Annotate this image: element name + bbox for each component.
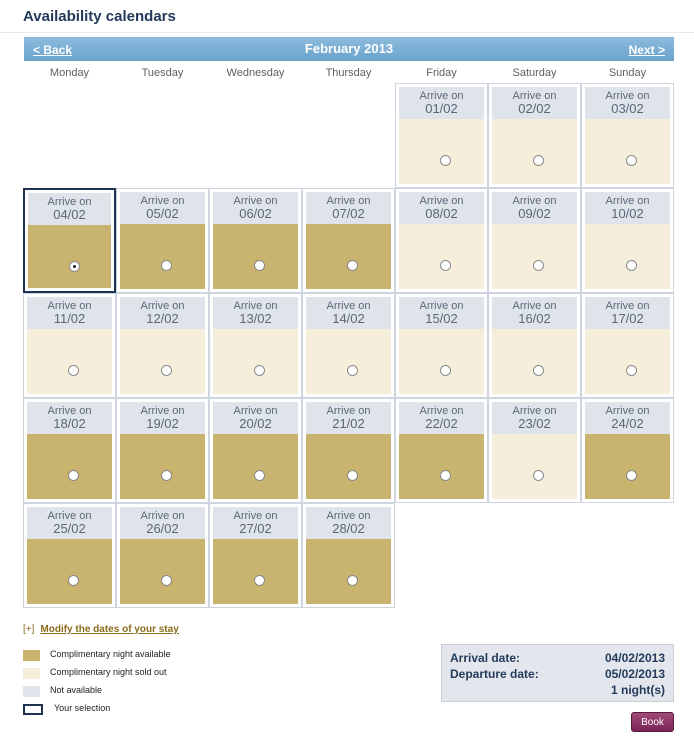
- day-header: [585, 87, 670, 119]
- day-date: 05/02: [146, 206, 179, 221]
- day-availability: [399, 119, 484, 184]
- calendar-day[interactable]: [23, 398, 116, 503]
- calendar-day[interactable]: [116, 398, 209, 503]
- day-date: 01/02: [425, 101, 458, 116]
- weekday-wednesday: Wednesday: [226, 67, 285, 79]
- day-date: 03/02: [611, 101, 644, 116]
- calendar-day[interactable]: [302, 188, 395, 293]
- weekday-row: [23, 67, 674, 83]
- day-radio[interactable]: [533, 365, 544, 376]
- day-radio[interactable]: [69, 261, 80, 272]
- day-availability: [399, 434, 484, 499]
- departure-label: Departure date:: [450, 667, 539, 681]
- day-availability: [28, 225, 111, 288]
- day-header: [213, 192, 298, 224]
- weekday-friday: Friday: [426, 67, 457, 79]
- day-availability: [399, 224, 484, 289]
- arrive-label: Arrive on: [419, 90, 464, 102]
- day-availability: [306, 434, 391, 499]
- day-availability: [399, 329, 484, 394]
- modify-dates: [23, 624, 179, 635]
- arrive-label: Arrive on: [47, 196, 92, 208]
- day-date: 16/02: [518, 311, 551, 326]
- day-date: 02/02: [518, 101, 551, 116]
- calendar-day[interactable]: [581, 293, 674, 398]
- day-availability: [306, 539, 391, 604]
- day-availability: [492, 119, 577, 184]
- arrive-label: Arrive on: [605, 195, 650, 207]
- legend-swatch-not-available: [23, 686, 40, 697]
- day-date: 21/02: [332, 416, 365, 431]
- calendar-day[interactable]: [23, 503, 116, 608]
- day-availability: [492, 434, 577, 499]
- arrive-label: Arrive on: [47, 510, 92, 522]
- modify-dates-link[interactable]: Modify the dates of your stay: [40, 624, 179, 635]
- day-date: 04/02: [53, 207, 86, 222]
- calendar-day[interactable]: [581, 83, 674, 188]
- day-availability: [585, 434, 670, 499]
- day-date: 27/02: [239, 521, 272, 536]
- day-radio[interactable]: [254, 575, 265, 586]
- arrive-label: Arrive on: [233, 510, 278, 522]
- calendar-day[interactable]: [116, 293, 209, 398]
- day-date: 09/02: [518, 206, 551, 221]
- arrive-label: Arrive on: [233, 300, 278, 312]
- day-header: [492, 297, 577, 329]
- day-header: [27, 297, 112, 329]
- day-date: 13/02: [239, 311, 272, 326]
- weekday-tuesday: Tuesday: [141, 67, 184, 79]
- day-date: 11/02: [53, 311, 86, 326]
- arrive-label: Arrive on: [605, 90, 650, 102]
- day-availability: [27, 329, 112, 394]
- day-header: [399, 87, 484, 119]
- day-radio[interactable]: [626, 260, 637, 271]
- weekday-monday: Monday: [49, 67, 90, 79]
- arrival-value: 04/02/2013: [604, 651, 665, 665]
- day-date: 10/02: [611, 206, 644, 221]
- nights-count: 1 night(s): [611, 683, 665, 697]
- day-availability: [585, 224, 670, 289]
- day-header: [306, 402, 391, 434]
- day-radio[interactable]: [68, 470, 79, 481]
- day-header: [27, 402, 112, 434]
- expand-icon[interactable]: [+]: [23, 624, 35, 635]
- day-availability: [27, 539, 112, 604]
- calendar-day[interactable]: [209, 293, 302, 398]
- day-header: [120, 297, 205, 329]
- day-header: [213, 402, 298, 434]
- arrive-label: Arrive on: [419, 300, 464, 312]
- calendar-day[interactable]: [395, 188, 488, 293]
- calendar-day[interactable]: [581, 398, 674, 503]
- day-radio[interactable]: [68, 575, 79, 586]
- stay-summary: [441, 644, 674, 702]
- arrive-label: Arrive on: [419, 195, 464, 207]
- calendar-day[interactable]: [395, 398, 488, 503]
- day-availability: [120, 434, 205, 499]
- day-availability: [306, 329, 391, 394]
- day-date: 23/02: [518, 416, 551, 431]
- day-radio[interactable]: [161, 470, 172, 481]
- day-radio[interactable]: [161, 575, 172, 586]
- legend-label: Your selection: [54, 703, 111, 713]
- month-title: February 2013: [304, 41, 394, 56]
- day-availability: [213, 224, 298, 289]
- day-date: 08/02: [425, 206, 458, 221]
- calendar-header: [24, 37, 674, 61]
- arrive-label: Arrive on: [512, 90, 557, 102]
- day-availability: [27, 434, 112, 499]
- day-date: 24/02: [611, 416, 644, 431]
- book-button[interactable]: Book: [631, 712, 674, 732]
- arrive-label: Arrive on: [140, 195, 185, 207]
- arrive-label: Arrive on: [512, 195, 557, 207]
- day-availability: [213, 539, 298, 604]
- arrive-label: Arrive on: [233, 195, 278, 207]
- day-radio[interactable]: [626, 365, 637, 376]
- day-date: 26/02: [146, 521, 179, 536]
- calendar-day[interactable]: [209, 398, 302, 503]
- day-radio[interactable]: [254, 260, 265, 271]
- day-header: [492, 402, 577, 434]
- day-availability: [120, 329, 205, 394]
- calendar-day[interactable]: [488, 188, 581, 293]
- day-header: [399, 402, 484, 434]
- legend-swatch-sold-out: [23, 668, 40, 679]
- day-radio[interactable]: [347, 470, 358, 481]
- day-date: 06/02: [239, 206, 272, 221]
- arrive-label: Arrive on: [326, 405, 371, 417]
- calendar-day[interactable]: [395, 83, 488, 188]
- day-header: [492, 87, 577, 119]
- arrival-label: Arrival date:: [450, 651, 521, 665]
- calendar-day[interactable]: [302, 293, 395, 398]
- day-header: [306, 192, 391, 224]
- day-header: [213, 507, 298, 539]
- day-availability: [492, 224, 577, 289]
- day-availability: [213, 329, 298, 394]
- arrive-label: Arrive on: [326, 195, 371, 207]
- day-header: [399, 297, 484, 329]
- arrive-label: Arrive on: [140, 300, 185, 312]
- arrive-label: Arrive on: [140, 510, 185, 522]
- calendar-day[interactable]: [302, 503, 395, 608]
- day-radio[interactable]: [254, 365, 265, 376]
- arrive-label: Arrive on: [512, 405, 557, 417]
- legend-swatch-available: [23, 650, 40, 661]
- legend-swatch-selection: [23, 704, 43, 715]
- day-availability: [585, 329, 670, 394]
- day-radio[interactable]: [440, 155, 451, 166]
- day-radio[interactable]: [440, 365, 451, 376]
- day-header: [120, 507, 205, 539]
- day-header: [585, 192, 670, 224]
- weekday-sunday: Sunday: [608, 67, 647, 79]
- day-header: [28, 193, 111, 225]
- day-availability: [306, 224, 391, 289]
- next-link[interactable]: Next >: [628, 43, 665, 57]
- arrive-label: Arrive on: [419, 405, 464, 417]
- page-title: Availability calendars: [23, 8, 176, 25]
- day-radio[interactable]: [347, 365, 358, 376]
- arrive-label: Arrive on: [47, 300, 92, 312]
- day-radio[interactable]: [161, 260, 172, 271]
- day-header: [213, 297, 298, 329]
- day-availability: [120, 539, 205, 604]
- day-date: 07/02: [332, 206, 365, 221]
- day-date: 12/02: [146, 311, 179, 326]
- calendar-day[interactable]: [302, 398, 395, 503]
- arrive-label: Arrive on: [512, 300, 557, 312]
- arrive-label: Arrive on: [233, 405, 278, 417]
- day-radio[interactable]: [161, 365, 172, 376]
- calendar-day[interactable]: [581, 188, 674, 293]
- day-radio[interactable]: [440, 260, 451, 271]
- day-header: [399, 192, 484, 224]
- calendar-day[interactable]: [209, 503, 302, 608]
- day-radio[interactable]: [347, 575, 358, 586]
- calendar-day[interactable]: [395, 293, 488, 398]
- day-radio[interactable]: [347, 260, 358, 271]
- calendar-day[interactable]: [116, 188, 209, 293]
- calendar-day[interactable]: [23, 293, 116, 398]
- day-header: [120, 192, 205, 224]
- day-radio[interactable]: [533, 155, 544, 166]
- day-availability: [120, 224, 205, 289]
- day-date: 14/02: [332, 311, 365, 326]
- arrive-label: Arrive on: [140, 405, 185, 417]
- day-date: 25/02: [53, 521, 86, 536]
- legend-label: Not available: [50, 685, 103, 695]
- day-radio[interactable]: [626, 470, 637, 481]
- arrive-label: Arrive on: [605, 300, 650, 312]
- day-header: [492, 192, 577, 224]
- day-availability: [492, 329, 577, 394]
- calendar-day[interactable]: [23, 188, 116, 293]
- calendar-day[interactable]: [488, 293, 581, 398]
- weekday-thursday: Thursday: [325, 67, 372, 79]
- day-radio[interactable]: [533, 470, 544, 481]
- day-header: [585, 402, 670, 434]
- day-date: 19/02: [146, 416, 179, 431]
- divider: [0, 32, 694, 33]
- day-date: 15/02: [425, 311, 458, 326]
- day-header: [306, 297, 391, 329]
- arrive-label: Arrive on: [605, 405, 650, 417]
- day-radio[interactable]: [254, 470, 265, 481]
- calendar-day[interactable]: [209, 188, 302, 293]
- weekday-saturday: Saturday: [512, 67, 557, 79]
- day-date: 22/02: [425, 416, 458, 431]
- day-header: [306, 507, 391, 539]
- calendar-day[interactable]: [488, 398, 581, 503]
- arrive-label: Arrive on: [326, 300, 371, 312]
- day-date: 17/02: [611, 311, 644, 326]
- day-radio[interactable]: [533, 260, 544, 271]
- day-header: [120, 402, 205, 434]
- arrive-label: Arrive on: [326, 510, 371, 522]
- day-date: 28/02: [332, 521, 365, 536]
- day-header: [585, 297, 670, 329]
- day-radio[interactable]: [440, 470, 451, 481]
- day-header: [27, 507, 112, 539]
- day-availability: [213, 434, 298, 499]
- calendar-day[interactable]: [488, 83, 581, 188]
- day-radio[interactable]: [68, 365, 79, 376]
- legend-label: Complimentary night sold out: [50, 667, 167, 677]
- back-link[interactable]: < Back: [33, 43, 73, 57]
- day-date: 20/02: [239, 416, 272, 431]
- arrive-label: Arrive on: [47, 405, 92, 417]
- departure-value: 05/02/2013: [604, 667, 665, 681]
- day-date: 18/02: [53, 416, 86, 431]
- calendar-day[interactable]: [116, 503, 209, 608]
- legend-label: Complimentary night available: [50, 649, 171, 659]
- day-availability: [585, 119, 670, 184]
- day-radio[interactable]: [626, 155, 637, 166]
